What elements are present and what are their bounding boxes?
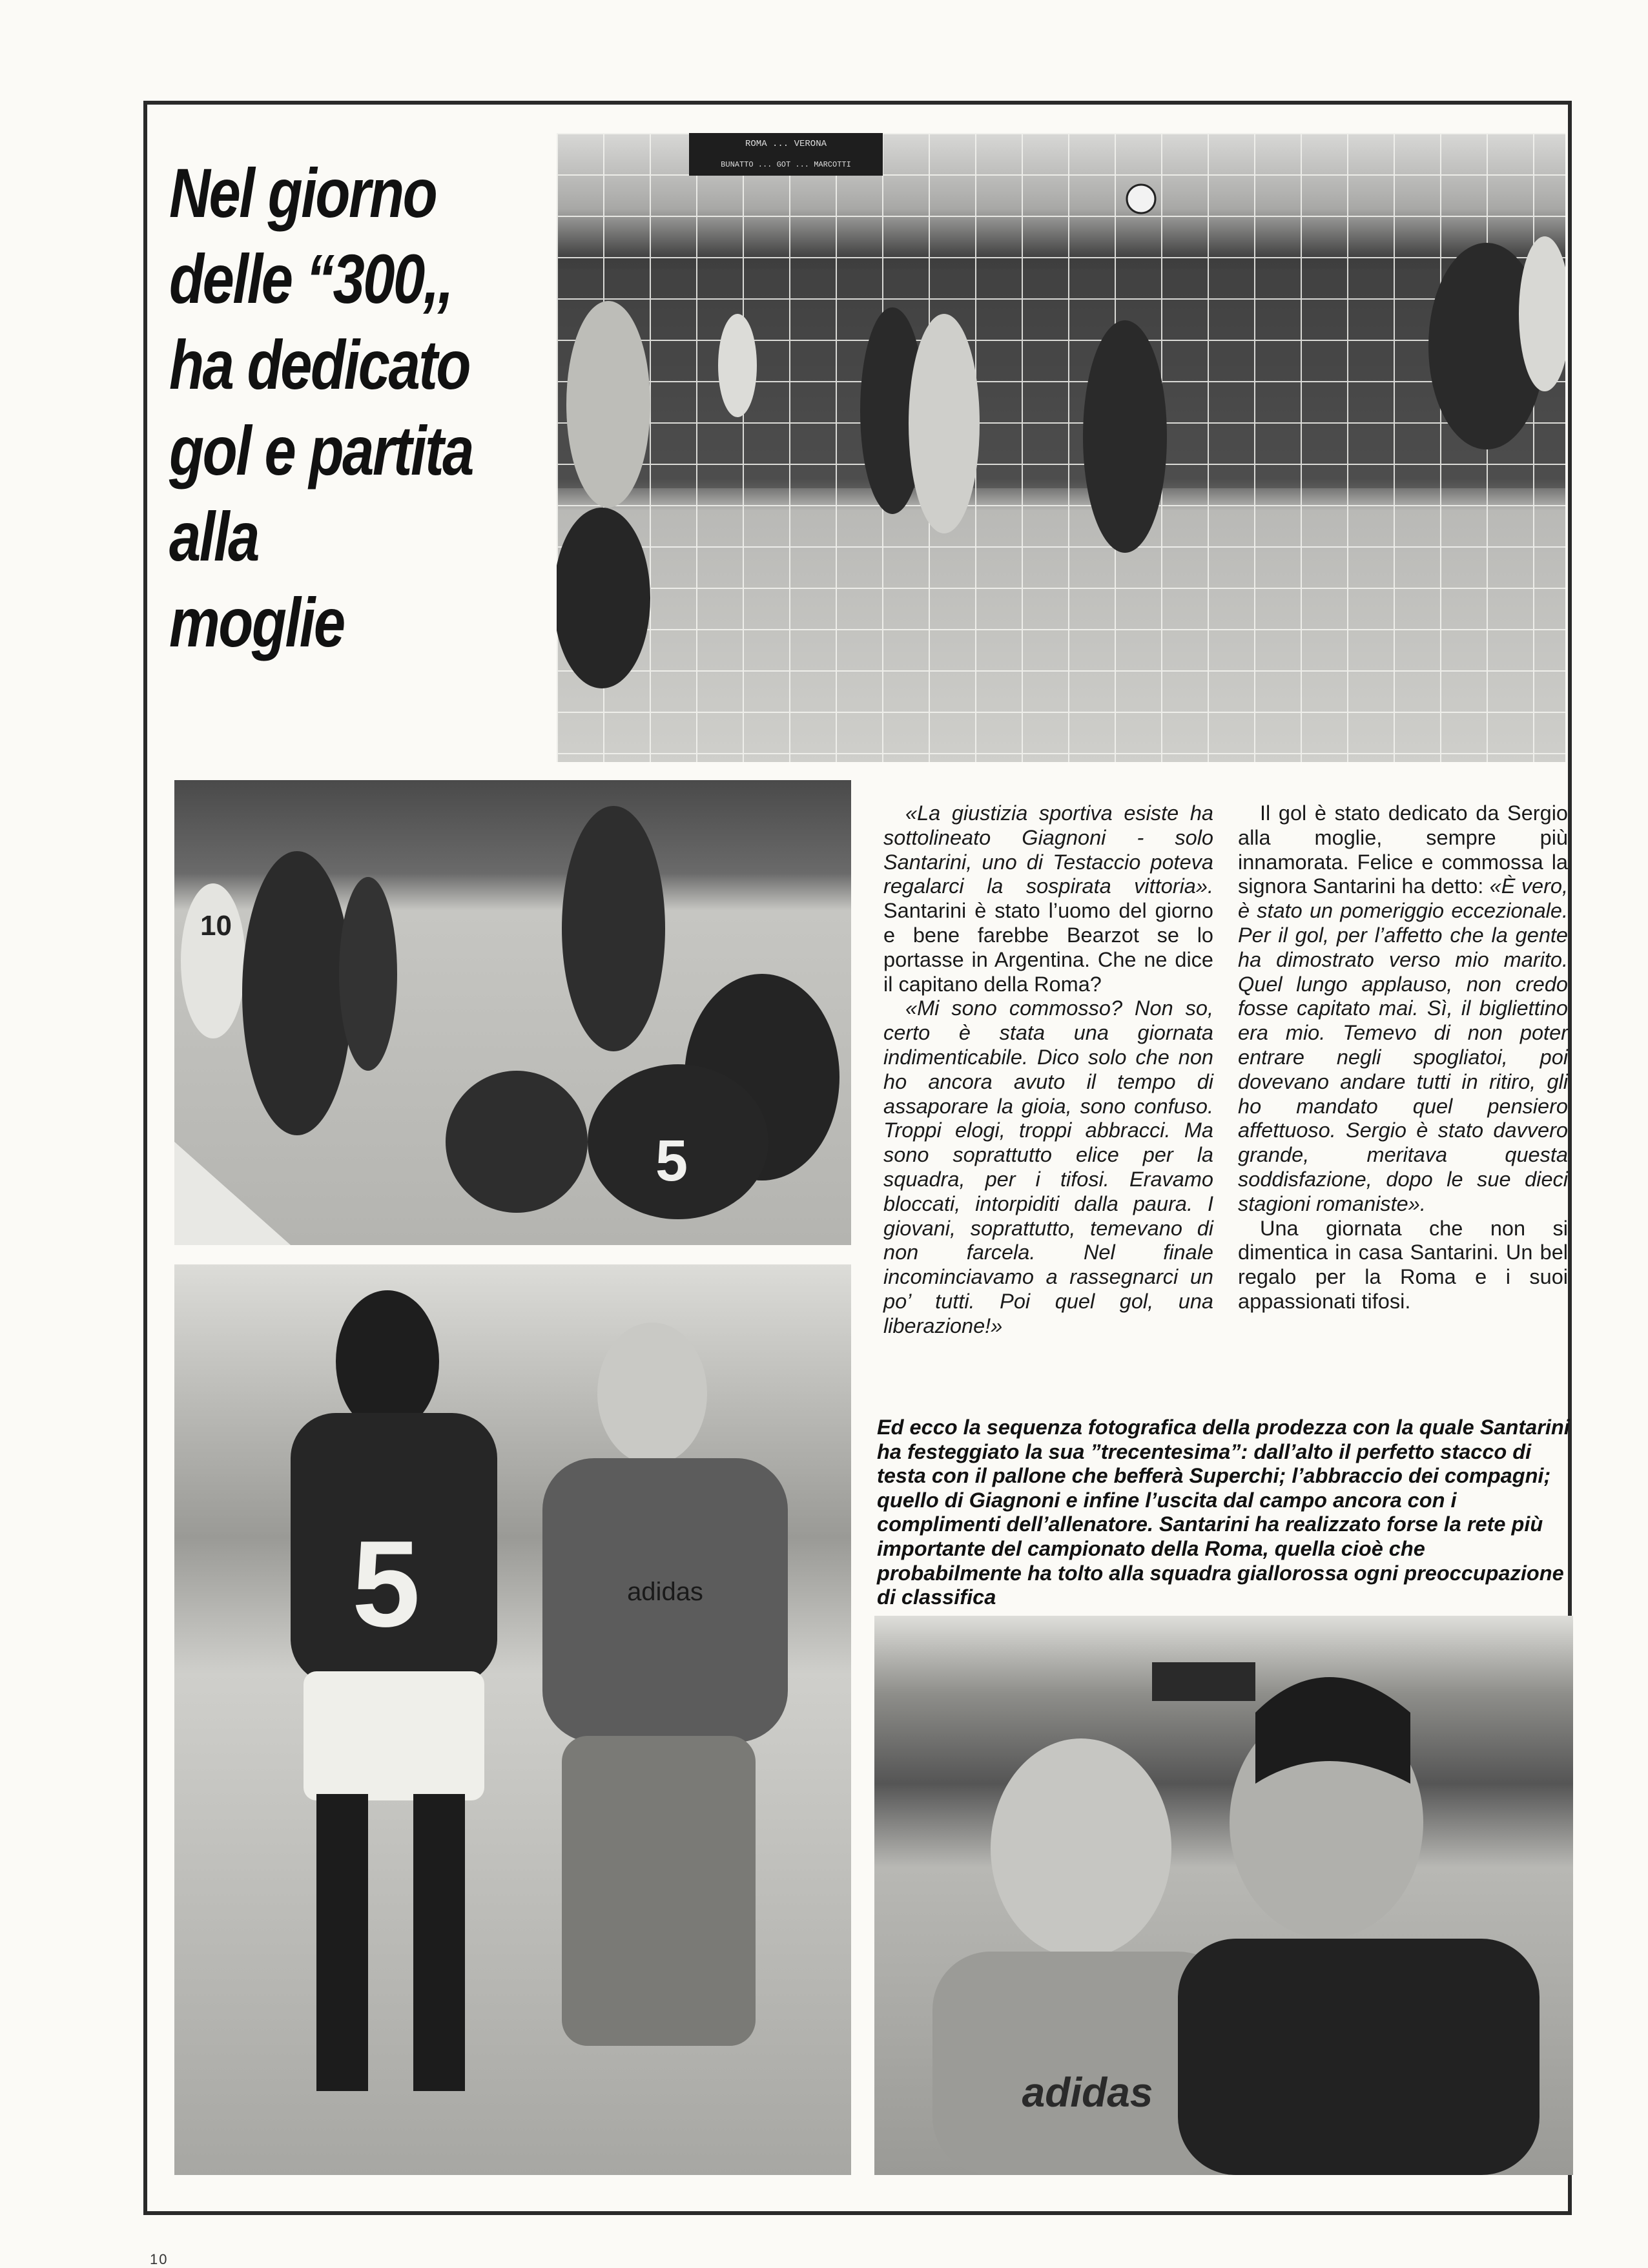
photo-portrait [874,1616,1573,2175]
body-text: Santarini è stato l’uomo del giorno e bene farebbe Bearzot se lo portasse in Argentina. Che ne dice il capitano della Roma? [883,899,1213,996]
photo-header-goal [557,133,1565,762]
jersey-number: 10 [200,910,232,942]
photo-coach-hug [174,1264,851,2175]
article-paragraph [1238,1217,1568,1314]
page-number: 10 [150,2251,169,2267]
quote-text: «Mi sono commosso? Non so, certo è stata una giornata indimenticabile. Dico solo che non ho ancora avuto il tempo di assaporare la gioia, sono confuso. Troppi elogi, troppi abbracci. Ma sono soprattutto elice per la squadra, per i tifosi. Eravamo bloccati, intorpiditi dalla paura. I giovani, soprattutto, temevano di non farcela. Nel finale incominciavamo a rassegnarci un po’ tutti. Poi quel gol, una liberazione!» [883,996,1213,1337]
jersey-number: 5 [352,1516,420,1653]
article-paragraph [883,801,1213,996]
headline-line: ha dedicato [169,325,470,404]
ball [1127,185,1155,213]
quote-text: «È vero, è stato un pomeriggio eccezionale. Per il gol, per l’affetto che la gente ha dimostrato verso mio marito. Quel lungo applauso, non credo fosse capitato mai. Sì, il bigliettino era mio. Temevo di non poter entrare negli spogliatoi, poi dovevano andare tutti in ritiro, gli ho mandato quel pensiero affettuoso. Sergio è stato davvero grande, meritava questa soddisfazione, dopo le sue dieci stagioni romaniste». [1238,874,1568,1215]
body-text: Il gol è stato dedicato da Sergio alla moglie, sempre più innamorata. Felice e commossa la signora Santarini ha detto: [1238,801,1568,898]
headline-line: Nel giorno [169,154,437,232]
scoreboard-line: ROMA ... VERONA [745,139,827,149]
jersey-number: 5 [655,1129,688,1193]
quote-text: «La giustizia sportiva esiste ha sottolineato Giagnoni - solo Santarini, uno di Testaccio poteva regalarci la sospirata vittoria». [883,801,1213,898]
scoreboard-line: BUNATTO ... GOT ... MARCOTTI [721,160,851,169]
headline-line: alla [169,497,258,575]
scoreboard [689,133,883,176]
scoreboard-small [1152,1662,1255,1701]
headline-line: gol e partita [169,411,473,490]
article-paragraph [883,996,1213,1338]
brand-logo: adidas [627,1578,703,1606]
headline-line: delle “300,, [169,240,453,318]
headline-line: moglie [169,583,344,661]
photo-caption: Ed ecco la sequenza fotografica della prodezza con la quale Santarini ha festeggiato la sua ”trecentesima”: dall’alto il perfetto stacco di testa con il pallone che befferà Superchi; l’abbraccio dei compagni; quello di Giagnoni e infine l’uscita dal campo ancora con i complimenti dell’allenatore. Santarini ha realizzato forse la rete più importante del campionato della Roma, quella cioè che probabilmente ha tolto alla squadra giallorossa ogni preoccupazione di classifica [877,1416,1570,1609]
article-paragraph [1238,801,1568,1217]
body-text: Una giornata che non si dimentica in casa Santarini. Un bel regalo per la Roma e i suoi appassionati tifosi. [1238,1216,1568,1313]
brand-logo: adidas [1022,2069,1153,2116]
headline [169,150,487,665]
photo-celebration [174,780,851,1245]
article-column-2 [1238,801,1568,1314]
article-column-1 [883,801,1213,1339]
